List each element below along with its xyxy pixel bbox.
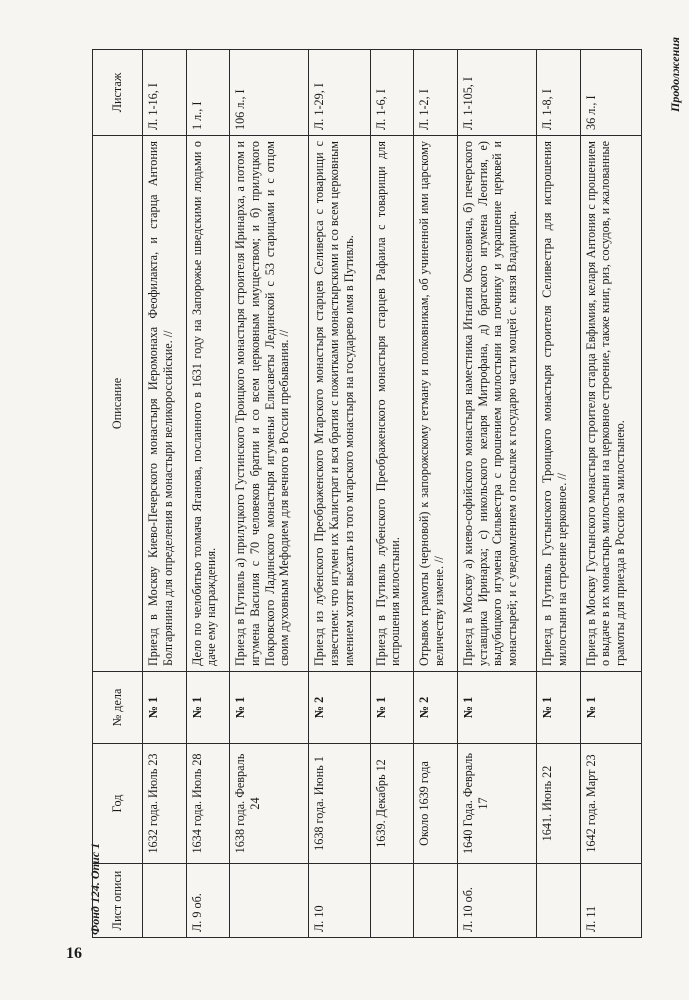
cell-list	[370, 864, 414, 938]
header-year: Год	[93, 744, 143, 864]
table-row	[536, 50, 580, 938]
header-sheets: Листаж	[93, 50, 143, 136]
table-row	[580, 50, 641, 938]
cell-description: Приезд в Москву а) киево-софийского монастыря наместника Игнатия Оксеновича, б) печерского уставщика Иринарха; с) никольского келаря Митрофана, д) братского игумена Леонтия, е) выдубицкого игумена Сильвестра с прошением милостыни на починку и украшение церквей и монастырей; и с уведомлением о посылке к государю части мощей с. князя Владимира.	[458, 136, 537, 672]
cell-sheets: Л. 1-16, I	[143, 50, 187, 136]
table-header-row	[93, 50, 143, 938]
cell-case-number: № 1	[580, 672, 641, 744]
cell-case-number: № 1	[143, 672, 187, 744]
continuation-label: Продолжения	[668, 36, 682, 112]
cell-year: 1642 года. Март 23	[580, 744, 641, 864]
header-description: Описание	[93, 136, 143, 672]
cell-year: 1638 года. Июнь 1	[309, 744, 370, 864]
cell-sheets: Л. 1-6, I	[370, 50, 414, 136]
cell-sheets: 36 л., I	[580, 50, 641, 136]
table-row	[230, 50, 309, 938]
cell-case-number: № 2	[309, 672, 370, 744]
cell-description: Отрывок грамоты (черновой) к запорожскому гетману и полковникам, об учиненной ими царскому величеству измене. //	[414, 136, 458, 672]
table-row	[186, 50, 230, 938]
cell-sheets: Л. 1-29, I	[309, 50, 370, 136]
page-number: 16	[66, 945, 82, 962]
cell-year: 1632 года. Июль 23	[143, 744, 187, 864]
cell-description: Приезд в Москву Киево-Печерского монастыря Иеромонаха Феофилакта, и старца Антония Болгарянина для определения в монастыри великороссийские. //	[143, 136, 187, 672]
cell-case-number: № 2	[414, 672, 458, 744]
cell-sheets: Л. 1-2, I	[414, 50, 458, 136]
cell-list: Л. 11	[580, 864, 641, 938]
cell-list: Л. 9 об.	[186, 864, 230, 938]
cell-sheets: 106 л., I	[230, 50, 309, 136]
cell-description: Приезд в Москву Густынского монастыря строителя старца Евфимия, келаря Антония с прошением о выдаче в их монастырь милостыни на церковное строение, также книг, риз, сосудов, и жалованные грамоты для приезда в Россию за милостынею.	[580, 136, 641, 672]
inventory-table	[92, 49, 642, 938]
header-list: Лист описи	[93, 864, 143, 938]
table-row	[370, 50, 414, 938]
cell-sheets: 1 л., I	[186, 50, 230, 136]
cell-case-number: № 1	[370, 672, 414, 744]
cell-list	[414, 864, 458, 938]
table-row	[458, 50, 537, 938]
cell-case-number: № 1	[458, 672, 537, 744]
cell-list: Л. 10 об.	[458, 864, 537, 938]
table-row	[309, 50, 370, 938]
cell-year: 1634 года. Июль 28	[186, 744, 230, 864]
inventory-table-wrapper	[92, 50, 642, 938]
cell-year: 1639. Декабрь 12	[370, 744, 414, 864]
cell-description: Дело по челобитью толмача Яганова, посланного в 1631 году на Запорожье шведскими людьми о даче ему награждения.	[186, 136, 230, 672]
cell-year: 1640 Года. Февраль 17	[458, 744, 537, 864]
cell-year: Около 1639 года	[414, 744, 458, 864]
cell-description: Приезд в Путивль лубенского Преображенского монастыря старцев Рафаила с товарищи для испрошения милостыни.	[370, 136, 414, 672]
cell-list: Л. 10	[309, 864, 370, 938]
cell-description: Приезд из лубенского Преображенского Мгарского монастыря старцев Селиверса с товарищи с известием: что игумен их Калистрат и вся братия с пожитками монастырскими и со всем церковным имением хотят выехать из того мгарского монастыря на государево имя в Путивль.	[309, 136, 370, 672]
cell-list	[143, 864, 187, 938]
header-case-number: № дела	[93, 672, 143, 744]
table-row	[414, 50, 458, 938]
table-row	[143, 50, 187, 938]
cell-list	[536, 864, 580, 938]
cell-description: Приезд в Путивль Густынского Троицкого монастыря строителя Селивестра для испрошения милостыни на строение церковное. //	[536, 136, 580, 672]
cell-case-number: № 1	[536, 672, 580, 744]
cell-case-number: № 1	[186, 672, 230, 744]
cell-sheets: Л. 1-8, I	[536, 50, 580, 136]
cell-case-number: № 1	[230, 672, 309, 744]
cell-description: Приезд в Путивль а) прилуцкого Густинского Троицкого монастыря строителя Иринарха, а потом и игумена Василия с 70 человеков братии и со всем церковным имуществом; и б) прилуцкого Покровского Ладинского монастыря игуменьи Елисаветы Лединской с 53 старицами и с отцом своим духовным Мефодием для вечного в России пребывания. //	[230, 136, 309, 672]
fond-label: Фонд 124. Опис 1	[88, 842, 102, 935]
cell-sheets: Л. 1-105, I	[458, 50, 537, 136]
cell-year: 1641. Июнь 22	[536, 744, 580, 864]
cell-year: 1638 года. Февраль 24	[230, 744, 309, 864]
cell-list	[230, 864, 309, 938]
